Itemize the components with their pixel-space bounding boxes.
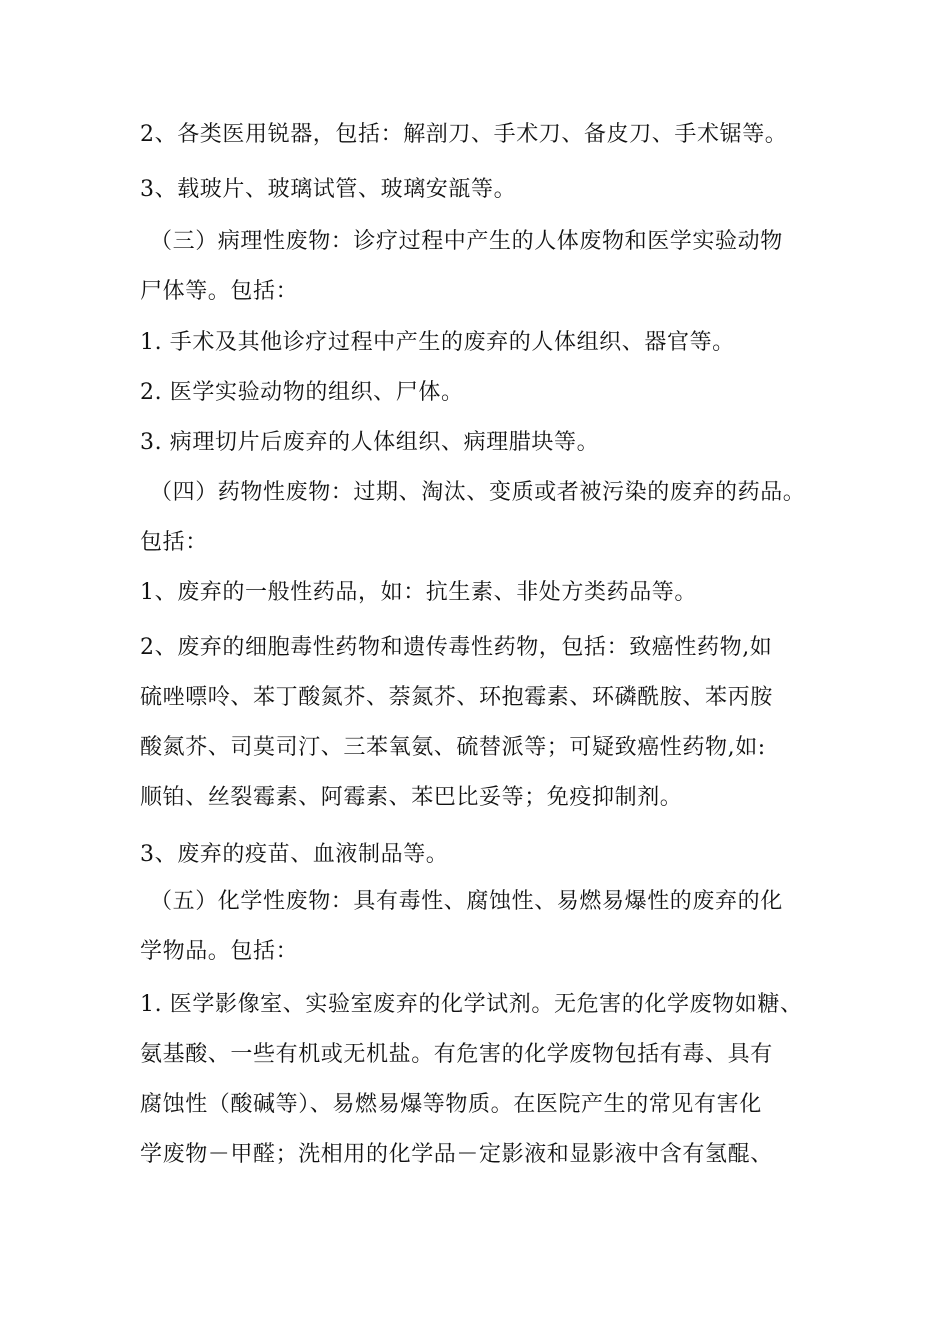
text-line-chemical-item-1: 1. 医学影像室、实验室废弃的化学试剂。无危害的化学废物如糖、 (140, 992, 803, 1017)
text-line-chemical-item-1-cont3: 学废物－甲醛；洗相用的化学品－定影液和显影液中含有氢醌、 (140, 1142, 773, 1167)
text-line-pathological-item-2: 2. 医学实验动物的组织、尸体。 (140, 380, 464, 405)
section-heading-chemical-waste-cont: 学物品。包括： (140, 939, 299, 964)
text-line-pharmaceutical-item-2: 2、废弃的细胞毒性药物和遗传毒性药物，包括：致癌性药物,如 (140, 635, 773, 660)
text-line-pharmaceutical-item-2-cont1: 硫唑嘌呤、苯丁酸氮芥、萘氮芥、环抱霉素、环磷酰胺、苯丙胺 (140, 685, 773, 710)
section-heading-pathological-waste-cont: 尸体等。包括： (140, 279, 299, 304)
section-heading-pharmaceutical-waste: （四）药物性废物：过期、淘汰、变质或者被污染的废弃的药品。 (150, 480, 806, 505)
text-line-pathological-item-3: 3. 病理切片后废弃的人体组织、病理腊块等。 (140, 430, 600, 455)
text-line-pharmaceutical-item-2-cont2: 酸氮芥、司莫司汀、三苯氧氨、硫替派等；可疑致癌性药物,如: (140, 735, 766, 760)
text-line-pharmaceutical-item-1: 1、废弃的一般性药品，如：抗生素、非处方类药品等。 (140, 580, 697, 605)
text-line-sharps-item-3: 3、载玻片、玻璃试管、玻璃安瓿等。 (140, 177, 517, 202)
text-line-pathological-item-1: 1. 手术及其他诊疗过程中产生的废弃的人体组织、器官等。 (140, 330, 735, 355)
text-line-pharmaceutical-item-3: 3、废弃的疫苗、血液制品等。 (140, 842, 449, 867)
section-heading-chemical-waste: （五）化学性废物：具有毒性、腐蚀性、易燃易爆性的废弃的化 (150, 889, 783, 914)
section-heading-pathological-waste: （三）病理性废物：诊疗过程中产生的人体废物和医学实验动物 (150, 229, 783, 254)
text-line-chemical-item-1-cont2: 腐蚀性（酸碱等）、易燃易爆等物质。在医院产生的常见有害化 (140, 1092, 762, 1117)
section-heading-pharmaceutical-waste-cont: 包括： (140, 530, 208, 555)
text-line-pharmaceutical-item-2-cont3: 顺铂、丝裂霉素、阿霉素、苯巴比妥等；免疫抑制剂。 (140, 785, 683, 810)
text-line-chemical-item-1-cont1: 氨基酸、一些有机或无机盐。有危害的化学废物包括有毒、具有 (140, 1042, 773, 1067)
text-line-sharps-item-2: 2、各类医用锐器，包括：解剖刀、手术刀、备皮刀、手术锯等。 (140, 122, 788, 147)
